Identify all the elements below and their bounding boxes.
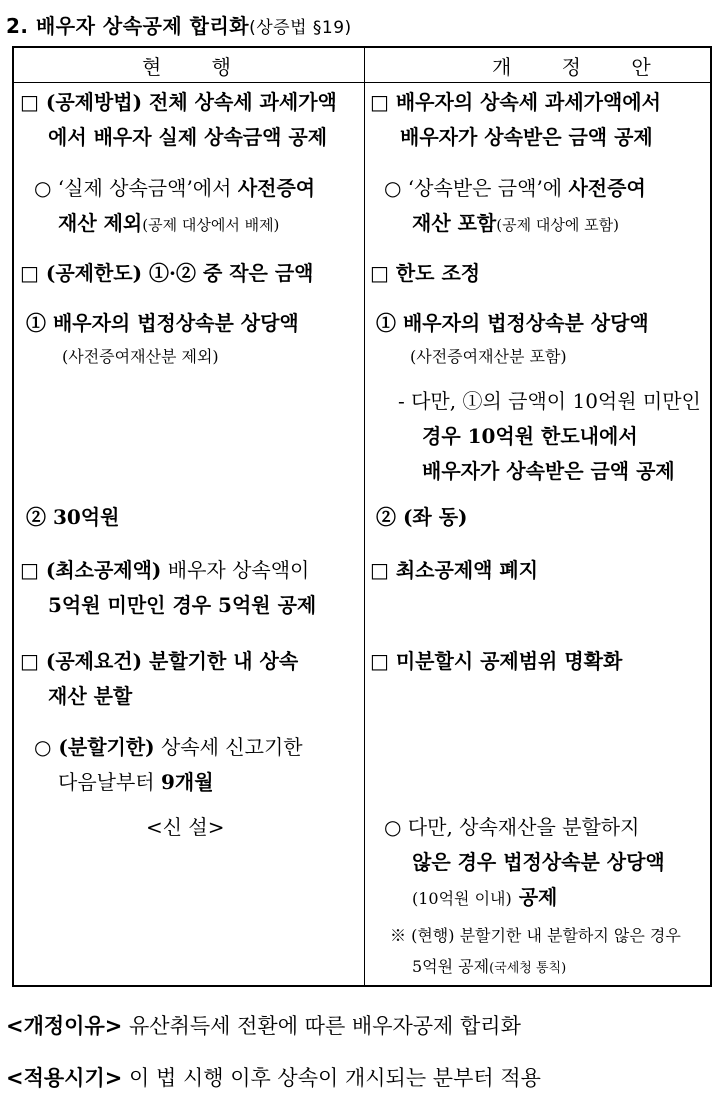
reason-text: 유산취득세 전환에 따른 배우자공제 합리화 (122, 1014, 521, 1038)
reason-label: <개정이유> (6, 1014, 123, 1038)
left-minimum-line2: 5억원 미만인 경우 5억원 공제 (48, 593, 317, 617)
right-method-line2: 배우자가 상속받은 금액 공제 (400, 125, 653, 149)
header-revised: 개 정 안 (492, 55, 673, 79)
right-limit-proviso-line1: - 다만, ①의 금액이 10억원 미만인 (398, 389, 701, 413)
right-limit-item2: ② (좌 동) (376, 505, 468, 529)
right-proviso-line2: 않은 경우 법정상속분 상당액 (412, 850, 665, 874)
right-note-line1: ※ (현행) 분할기한 내 분할하지 않은 경우 (390, 926, 681, 945)
reason-line (6, 1010, 521, 1040)
section-title-law: (상증법 §19) (249, 18, 352, 38)
right-limit-item1: ① 배우자의 법정상속분 상당액 (376, 311, 649, 335)
left-limit-item1: ① 배우자의 법정상속분 상당액 (26, 311, 299, 335)
left-minimum-line1: □ (최소공제액) 배우자 상속액이 (20, 558, 310, 582)
left-deadline-line1: ○ (분할기한) 상속세 신고기한 (34, 735, 303, 759)
left-limit-item1-note: (사전증여재산분 제외) (62, 347, 219, 366)
comparison-table (12, 46, 712, 987)
right-minimum-abolished: □ 최소공제액 폐지 (370, 558, 539, 582)
left-deadline-line2: 다음날부터 9개월 (58, 770, 214, 794)
right-undivided-heading: □ 미분할시 공제범위 명확화 (370, 649, 623, 673)
right-proviso-line3: (10억원 이내) 공제 (412, 885, 558, 909)
header-current: 현 행 (142, 55, 253, 79)
left-method-line2: 에서 배우자 실제 상속금액 공제 (48, 125, 328, 149)
left-new-provision: <신 설> (146, 815, 225, 839)
effective-date-line (6, 1062, 541, 1092)
section-title (6, 10, 352, 39)
left-requirement-line1: □ (공제요건) 분할기한 내 상속 (20, 649, 299, 673)
right-received-line1: ○ ‘상속받은 금액’에 사전증여 (384, 176, 646, 200)
right-limit-item1-note: (사전증여재산분 포함) (410, 347, 567, 366)
right-proviso-line1: ○ 다만, 상속재산을 분할하지 (384, 815, 640, 839)
section-title-main: 2. 배우자 상속공제 합리화 (6, 14, 250, 38)
right-note-line2: 5억원 공제(국세청 통칙) (412, 957, 567, 976)
effective-date-label: <적용시기> (6, 1066, 123, 1090)
right-limit-proviso-line3: 배우자가 상속받은 금액 공제 (422, 459, 675, 483)
left-limit-item2: ② 30억원 (26, 505, 120, 529)
table-header (14, 48, 710, 83)
right-limit-heading: □ 한도 조정 (370, 261, 481, 285)
left-limit-heading: □ (공제한도) ①·② 중 작은 금액 (20, 261, 314, 285)
left-method-line1: □ (공제방법) 전체 상속세 과세가액 (20, 90, 337, 114)
right-limit-proviso-line2: 경우 10억원 한도내에서 (422, 424, 638, 448)
left-requirement-line2: 재산 분할 (48, 684, 133, 708)
left-actual-line1: ○ ‘실제 상속금액’에서 사전증여 (34, 176, 316, 200)
right-method-line1: □ 배우자의 상속세 과세가액에서 (370, 90, 661, 114)
column-divider (364, 48, 365, 985)
effective-date-text: 이 법 시행 이후 상속이 개시되는 분부터 적용 (122, 1066, 541, 1090)
right-received-line2: 재산 포함(공제 대상에 포함) (412, 211, 619, 235)
left-actual-line2: 재산 제외(공제 대상에서 배제) (58, 211, 280, 235)
